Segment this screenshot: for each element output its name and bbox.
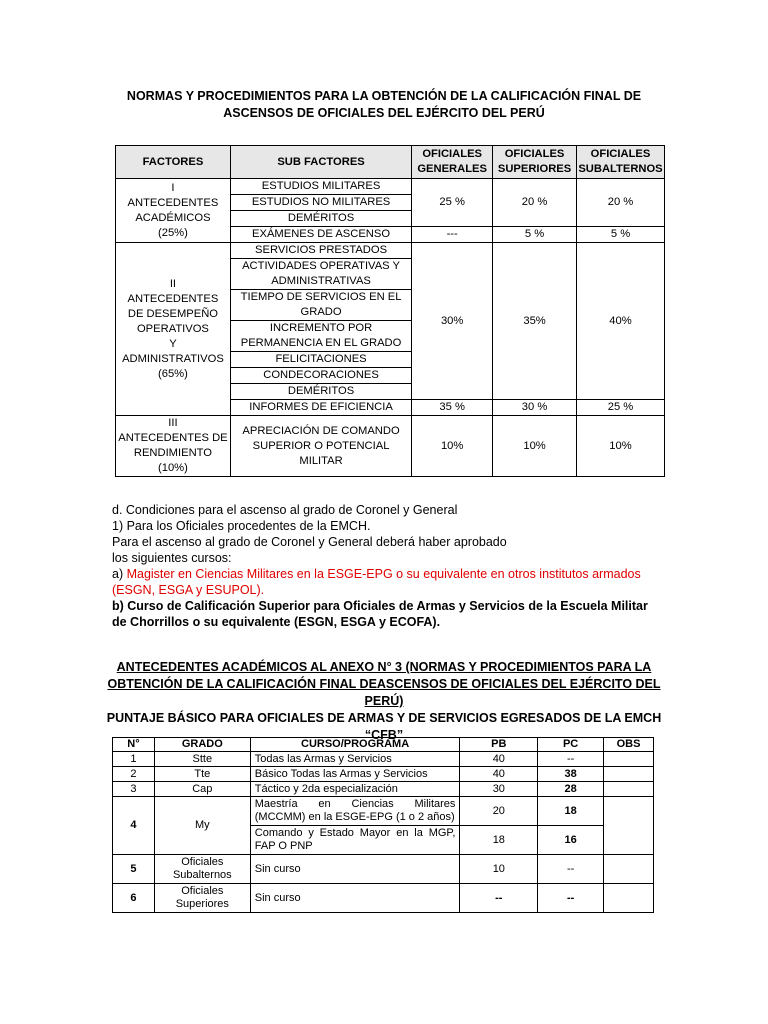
conditions-line-2: 1) Para los Oficiales procedentes de la EMCH. (112, 519, 371, 533)
condition-b: b) Curso de Calificación Superior para Oficiales de Armas y Servicios de la Escuela Militar de Chorrillos o su equivalente (ESGN, ESGA y ECOFA). (112, 599, 648, 629)
factor-3-subalternos: 10% (577, 416, 665, 477)
condition-a-prefix: a) (112, 567, 127, 581)
row-obs (604, 752, 654, 767)
row-pb: 40 (460, 752, 538, 767)
row-obs (604, 767, 654, 782)
row-grado: Cap (154, 782, 250, 797)
examenes-subalternos: 5 % (577, 227, 665, 243)
row-obs (604, 797, 654, 855)
conditions-line-3: Para el ascenso al grado de Coronel y General deberá haber aprobado (112, 535, 507, 549)
examenes-superiores: 5 % (493, 227, 577, 243)
title-line-1: NORMAS Y PROCEDIMIENTOS PARA LA OBTENCIÓN DE LA CALIFICACIÓN FINAL DE (126, 89, 642, 103)
annex-title-line-3: PUNTAJE BÁSICO PARA OFICIALES DE ARMAS Y DE SERVICIOS EGRESADOS DE LA EMCH “CFB” (106, 711, 662, 742)
row-pc: -- (538, 855, 604, 884)
subfactor: ESTUDIOS NO MILITARES (230, 195, 411, 211)
header-pc: PC (538, 738, 604, 752)
row-pb: 20 (460, 797, 538, 826)
row-curso: Maestría en Ciencias Militares (MCCMM) en la ESGE-EPG (1 o 2 años) (250, 797, 460, 826)
condition-a (112, 566, 662, 598)
row-pb: 30 (460, 782, 538, 797)
factor-2-superiores: 35% (493, 243, 577, 400)
factor-3-label: III ANTECEDENTES DE RENDIMIENTO (10%) (116, 416, 231, 477)
table-row (113, 797, 654, 826)
row-pc: -- (538, 884, 604, 913)
row-number: 6 (113, 884, 155, 913)
subfactor: INCREMENTO POR PERMANENCIA EN EL GRADO (230, 321, 411, 352)
subfactor: DEMÉRITOS (230, 384, 411, 400)
header-pb: PB (460, 738, 538, 752)
row-pb: -- (460, 884, 538, 913)
header-sub-factores: SUB FACTORES (230, 146, 411, 179)
table-row (113, 767, 654, 782)
subfactor: FELICITACIONES (230, 352, 411, 368)
factor-2-generales: 30% (412, 243, 493, 400)
header-oficiales-superiores: OFICIALES SUPERIORES (493, 146, 577, 179)
factor-1-subalternos: 20 % (577, 179, 665, 227)
row-pc: 28 (538, 782, 604, 797)
table-row (113, 752, 654, 767)
row-pc: 38 (538, 767, 604, 782)
header-oficiales-generales: OFICIALES GENERALES (412, 146, 493, 179)
row-number: 5 (113, 855, 155, 884)
row-number: 1 (113, 752, 155, 767)
subfactor: SERVICIOS PRESTADOS (230, 243, 411, 259)
row-pb: 10 (460, 855, 538, 884)
informes-generales: 35 % (412, 400, 493, 416)
conditions-section (112, 502, 662, 630)
header-oficiales-subalternos: OFICIALES SUBALTERNOS (577, 146, 665, 179)
header-curso: CURSO/PROGRAMA (250, 738, 460, 752)
row-grado: My (154, 797, 250, 855)
row-grado: Oficiales Superiores (154, 884, 250, 913)
factor-2-label: II ANTECEDENTES DE DESEMPEÑO OPERATIVOS Y ADMINISTRATIVOS (65%) (116, 243, 231, 416)
header-n: N° (113, 738, 155, 752)
header-obs: OBS (604, 738, 654, 752)
row-pb-2: 18 (460, 826, 538, 855)
row-grado: Oficiales Subalternos (154, 855, 250, 884)
row-pc: 18 (538, 797, 604, 826)
table-row (113, 855, 654, 884)
row-pc-2: 16 (538, 826, 604, 855)
condition-a-text: Magister en Ciencias Militares en la ESGE-EPG o su equivalente en otros institutos armados (ESGN, ESGA y ESUPOL). (112, 567, 641, 597)
header-factores: FACTORES (116, 146, 231, 179)
factor-1-superiores: 20 % (493, 179, 577, 227)
title-line-2: ASCENSOS DE OFICIALES DEL EJÉRCITO DEL PERÚ (223, 106, 545, 120)
document-title (100, 88, 668, 122)
conditions-line-4: los siguientes cursos: (112, 551, 232, 565)
subfactor: TIEMPO DE SERVICIOS EN EL GRADO (230, 290, 411, 321)
row-curso: Táctico y 2da especialización (250, 782, 460, 797)
row-number: 3 (113, 782, 155, 797)
informes-superiores: 30 % (493, 400, 577, 416)
row-curso-2: Comando y Estado Mayor en la MGP, FAP O PNP (250, 826, 460, 855)
factors-header-row (116, 146, 665, 179)
table-row (113, 782, 654, 797)
score-table (112, 737, 654, 913)
row-curso: Todas las Armas y Servicios (250, 752, 460, 767)
factor-3-superiores: 10% (493, 416, 577, 477)
annex-title-line-2: OBTENCIÓN DE LA CALIFICACIÓN FINAL DEASCENSOS DE OFICIALES DEL EJÉRCITO DEL PERÚ) (107, 677, 661, 708)
informes-subalternos: 25 % (577, 400, 665, 416)
table-row (113, 884, 654, 913)
factor-1-label: I ANTECEDENTES ACADÉMICOS (25%) (116, 179, 231, 243)
examenes-generales: --- (412, 227, 493, 243)
factor-1-generales: 25 % (412, 179, 493, 227)
annex-title-line-1: ANTECEDENTES ACADÉMICOS AL ANEXO N° 3 (NORMAS Y PROCEDIMIENTOS PARA LA (116, 660, 652, 674)
factor-3-generales: 10% (412, 416, 493, 477)
row-obs (604, 855, 654, 884)
conditions-line-1: d. Condiciones para el ascenso al grado de Coronel y General (112, 503, 458, 517)
row-obs (604, 782, 654, 797)
subfactor: EXÁMENES DE ASCENSO (230, 227, 411, 243)
factor-2-subalternos: 40% (577, 243, 665, 400)
row-number: 4 (113, 797, 155, 855)
row-obs (604, 884, 654, 913)
factors-table (115, 145, 665, 477)
row-curso: Sin curso (250, 855, 460, 884)
subfactor: DEMÉRITOS (230, 211, 411, 227)
annex-title (100, 659, 668, 744)
subfactor: APRECIACIÓN DE COMANDO SUPERIOR O POTENCIAL MILITAR (230, 416, 411, 477)
subfactor: ACTIVIDADES OPERATIVAS Y ADMINISTRATIVAS (230, 259, 411, 290)
row-curso: Básico Todas las Armas y Servicios (250, 767, 460, 782)
subfactor: INFORMES DE EFICIENCIA (230, 400, 411, 416)
row-number: 2 (113, 767, 155, 782)
subfactor: ESTUDIOS MILITARES (230, 179, 411, 195)
header-grado: GRADO (154, 738, 250, 752)
row-curso: Sin curso (250, 884, 460, 913)
row-grado: Tte (154, 767, 250, 782)
row-grado: Stte (154, 752, 250, 767)
row-pc: -- (538, 752, 604, 767)
score-header-row (113, 738, 654, 752)
row-pb: 40 (460, 767, 538, 782)
subfactor: CONDECORACIONES (230, 368, 411, 384)
